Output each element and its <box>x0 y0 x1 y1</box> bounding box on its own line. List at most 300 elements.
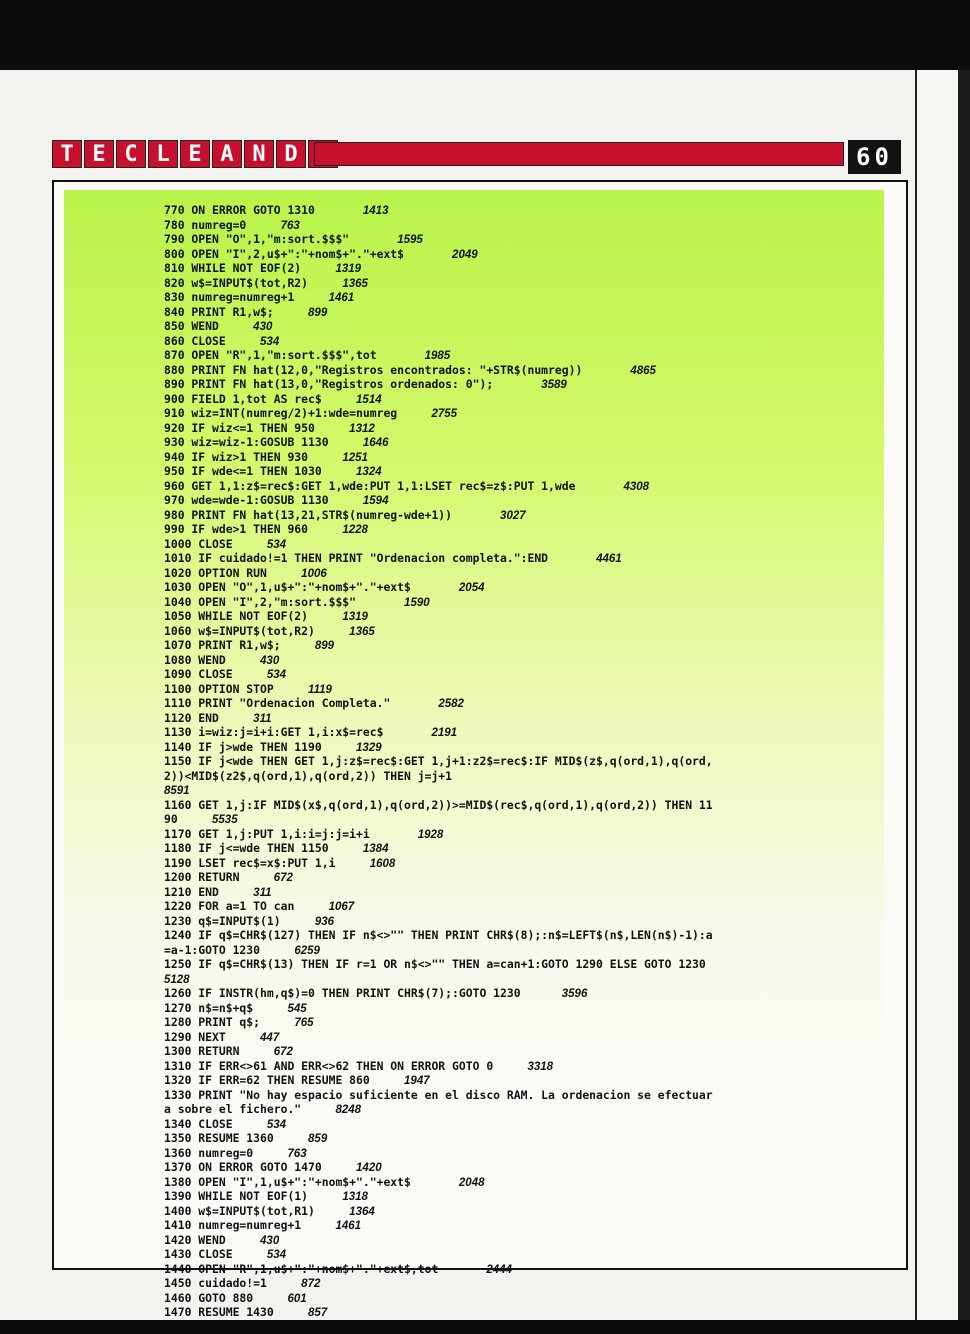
listing-line <box>164 1002 864 1017</box>
listing-line <box>164 857 864 872</box>
checksum: 311 <box>253 886 272 899</box>
checksum: 1329 <box>356 741 382 754</box>
checksum: 672 <box>273 1046 293 1058</box>
adjacent-page-edge <box>915 70 960 1320</box>
code-text: 820 w$=INPUT$(tot,R2) <box>164 275 309 290</box>
code-spacing <box>226 653 260 667</box>
checksum: 1413 <box>362 205 389 217</box>
section-letter: N <box>244 140 274 168</box>
code-text: 1430 CLOSE <box>164 1247 233 1261</box>
code-text: 1380 OPEN "I",1,u$+":"+nom$+"."+ext$ <box>164 1174 411 1189</box>
listing-line <box>164 1089 864 1104</box>
checksum: 1251 <box>342 451 368 464</box>
code-text: 800 OPEN "I",2,u$+":"+nom$+"."+ext$ <box>164 246 405 261</box>
checksum: 765 <box>294 1017 314 1029</box>
code-text: 950 IF wde<=1 THEN 1030 <box>164 464 322 478</box>
code-text: 1210 END <box>164 884 219 899</box>
code-spacing <box>493 377 541 391</box>
code-text: 1360 numreg=0 <box>164 1145 254 1160</box>
code-spacing <box>315 203 363 217</box>
checksum: 936 <box>314 915 335 928</box>
code-text: 940 IF wiz>1 THEN 930 <box>164 449 309 464</box>
checksum: 763 <box>287 1147 307 1160</box>
listing-line <box>164 697 864 712</box>
listing-line <box>164 770 864 785</box>
listing-line <box>164 480 864 495</box>
code-spacing <box>370 1073 404 1087</box>
code-spacing <box>274 1131 308 1145</box>
code-spacing <box>308 276 342 290</box>
listing-line <box>164 291 864 306</box>
checksum: 1228 <box>342 524 368 536</box>
code-spacing <box>274 682 308 696</box>
code-text: 1390 WHILE NOT EOF(1) <box>164 1189 309 1203</box>
listing-line <box>164 639 864 654</box>
checksum: 1947 <box>404 1075 430 1087</box>
section-title <box>52 140 338 170</box>
section-letter: L <box>148 140 178 168</box>
checksum: 859 <box>308 1133 328 1145</box>
code-spacing <box>582 363 630 377</box>
code-spacing <box>322 392 356 406</box>
code-spacing <box>308 1189 342 1203</box>
code-spacing <box>383 725 431 739</box>
checksum: 5128 <box>164 973 190 986</box>
listing-line <box>164 1190 864 1205</box>
listing-line <box>164 987 864 1002</box>
code-spacing <box>226 1233 260 1247</box>
checksum: 763 <box>280 219 300 232</box>
checksum: 899 <box>314 640 335 652</box>
code-text: 1020 OPTION RUN <box>164 565 267 580</box>
code-text: 1460 GOTO 880 <box>164 1290 254 1305</box>
code-text: 810 WHILE NOT EOF(2) <box>164 261 302 275</box>
code-text: 1260 IF INSTR(hm,q$)=0 THEN PRINT CHR$(7);:GOTO 1230 <box>164 986 521 1000</box>
checksum: 1365 <box>342 277 368 290</box>
code-spacing <box>219 711 253 725</box>
code-spacing <box>335 856 369 870</box>
code-text: 1100 OPTION STOP <box>164 681 274 696</box>
code-spacing <box>322 740 356 754</box>
code-text: 1290 NEXT <box>164 1029 226 1044</box>
checksum: 8248 <box>335 1104 362 1116</box>
code-spacing <box>438 1262 486 1276</box>
listing-line <box>164 306 864 321</box>
listing-line <box>164 799 864 814</box>
checksum: 1595 <box>397 234 423 246</box>
checksum: 1006 <box>301 567 327 580</box>
code-text: 2))<MID$(z2$,q(ord,1),q(ord,2)) THEN j=j+1 <box>164 768 453 783</box>
checksum: 6259 <box>294 944 320 957</box>
code-text: 860 CLOSE <box>164 333 226 348</box>
listing-line <box>164 451 864 466</box>
code-spacing <box>253 1291 287 1305</box>
checksum: 4461 <box>596 553 622 565</box>
code-spacing <box>260 943 294 957</box>
code-text: 1190 LSET rec$=x$:PUT 1,i <box>164 855 336 870</box>
code-text: 1110 PRINT "Ordenacion Completa." <box>164 696 391 710</box>
checksum: 1514 <box>356 393 382 406</box>
checksum: 430 <box>260 654 280 667</box>
code-spacing <box>294 290 328 304</box>
listing-line <box>164 726 864 741</box>
listing-line <box>164 683 864 698</box>
listing-line <box>164 1060 864 1075</box>
code-text: 1310 IF ERR<>61 AND ERR<>62 THEN ON ERROR GOTO 0 <box>164 1058 494 1073</box>
checksum: 534 <box>260 335 280 348</box>
code-spacing <box>281 914 315 928</box>
code-spacing <box>267 1276 301 1290</box>
listing-line <box>164 886 864 901</box>
listing-line <box>164 219 864 234</box>
checksum: 2048 <box>458 1176 485 1189</box>
section-letter: A <box>212 140 242 168</box>
code-text: 1410 numreg=numreg+1 <box>164 1218 302 1232</box>
section-header <box>52 140 908 170</box>
code-text: 90 <box>164 812 178 826</box>
code-spacing <box>411 1175 459 1189</box>
listing-line <box>164 915 864 930</box>
section-letter: C <box>116 140 146 168</box>
checksum: 1312 <box>349 422 375 435</box>
checksum: 2755 <box>431 408 458 420</box>
listing-line <box>164 436 864 451</box>
checksum: 2054 <box>458 582 485 594</box>
checksum: 4865 <box>630 364 656 377</box>
code-text: 1250 IF q$=CHR$(13) THEN IF r=1 OR n$<>"" THEN a=can+1:GOTO 1290 ELSE GOTO 1230 <box>164 957 706 971</box>
listing-line <box>164 1103 864 1118</box>
checksum: 430 <box>253 321 273 333</box>
code-text: 920 IF wiz<=1 THEN 950 <box>164 420 315 435</box>
listing-line <box>164 349 864 364</box>
code-text: 870 OPEN "R",1,"m:sort.$$$",tot <box>164 348 377 362</box>
code-spacing <box>246 218 280 232</box>
checksum: 1324 <box>356 466 382 478</box>
checksum: 1461 <box>328 292 355 304</box>
checksum: 2191 <box>431 727 458 739</box>
code-text: 790 OPEN "O",1,"m:sort.$$$" <box>164 232 350 246</box>
checksum: 534 <box>266 1249 287 1261</box>
listing-line <box>164 1277 864 1292</box>
listing-line <box>164 784 864 799</box>
listing-line <box>164 1031 864 1046</box>
checksum: 872 <box>301 1278 321 1290</box>
code-spacing <box>226 1030 260 1044</box>
code-text: 1350 RESUME 1360 <box>164 1131 274 1145</box>
listing-line <box>164 668 864 683</box>
code-text: 1280 PRINT q$; <box>164 1015 261 1029</box>
listing-line <box>164 465 864 480</box>
listing-line <box>164 654 864 669</box>
listing-line <box>164 871 864 886</box>
listing-line <box>164 929 864 944</box>
checksum: 534 <box>266 1118 287 1131</box>
section-letter: T <box>52 140 82 168</box>
checksum: 8591 <box>164 785 190 797</box>
listing-line <box>164 320 864 335</box>
checksum: 311 <box>253 712 272 725</box>
code-text: 990 IF wde>1 THEN 960 <box>164 522 309 536</box>
listing-line <box>164 1045 864 1060</box>
code-spacing <box>253 1001 287 1015</box>
listing-line <box>164 1176 864 1191</box>
code-text: 1370 ON ERROR GOTO 1470 <box>164 1160 322 1174</box>
code-text: 1150 IF j<wde THEN GET 1,j:z$=rec$:GET 1,j+1:z2$=rec$:IF MID$(z$,q(ord,1),q(ord, <box>164 754 713 768</box>
code-spacing <box>370 827 418 841</box>
section-letter: E <box>84 140 114 168</box>
code-text: 970 wde=wde-1:GOSUB 1130 <box>164 493 329 507</box>
listing-line <box>164 581 864 596</box>
code-text: 1060 w$=INPUT$(tot,R2) <box>164 623 315 638</box>
checksum: 899 <box>308 306 328 319</box>
code-text: 1160 GET 1,j:IF MID$(x$,q(ord,1),q(ord,2))>=MID$(rec$,q(ord,1),q(ord,2)) THEN 11 <box>164 797 713 812</box>
code-spacing <box>411 580 459 594</box>
code-text: 930 wiz=wiz-1:GOSUB 1130 <box>164 435 329 449</box>
code-text: 1320 IF ERR=62 THEN RESUME 860 <box>164 1073 370 1087</box>
code-text: 1180 IF j<=wde THEN 1150 <box>164 841 329 855</box>
checksum: 1384 <box>362 843 389 855</box>
listing-line <box>164 842 864 857</box>
checksum: 545 <box>287 1002 307 1015</box>
code-text: 1070 PRINT R1,w$; <box>164 638 281 652</box>
code-spacing <box>575 479 623 493</box>
code-text: 1440 OPEN "R",1,u$+":"+nom$+"."+ext$,tot <box>164 1261 439 1276</box>
code-text: 850 WEND <box>164 319 219 333</box>
code-spacing <box>233 667 267 681</box>
listing-line <box>164 248 864 263</box>
listing-line <box>164 378 864 393</box>
code-spacing <box>315 624 349 638</box>
checksum: 3596 <box>561 988 588 1000</box>
checksum: 1319 <box>342 611 368 623</box>
code-spacing <box>452 508 500 522</box>
listing-line <box>164 813 864 828</box>
checksum: 1928 <box>417 828 444 841</box>
listing-line <box>164 552 864 567</box>
code-text: 1010 IF cuidado!=1 THEN PRINT "Ordenacion completa.":END <box>164 551 549 565</box>
listing-line <box>164 1118 864 1133</box>
code-spacing <box>308 609 342 623</box>
code-spacing <box>329 435 363 449</box>
listing-line <box>164 1306 864 1321</box>
listing-line <box>164 1016 864 1031</box>
code-text: =a-1:GOTO 1230 <box>164 942 261 957</box>
code-spacing <box>226 334 260 348</box>
listing-line <box>164 610 864 625</box>
listing-line <box>164 494 864 509</box>
code-text: 770 ON ERROR GOTO 1310 <box>164 203 315 217</box>
listing-line <box>164 538 864 553</box>
listing-line <box>164 364 864 379</box>
listing-line <box>164 1248 864 1263</box>
page-number: 60 <box>848 140 901 174</box>
listing-line <box>164 1263 864 1278</box>
code-text: 880 PRINT FN hat(12,0,"Registros encontrados: "+STR$(numreg)) <box>164 362 583 377</box>
listing-line <box>164 973 864 988</box>
listing-line <box>164 741 864 756</box>
code-spacing <box>233 537 267 551</box>
listing-line <box>164 755 864 770</box>
code-spacing <box>329 841 363 855</box>
code-text: 1340 CLOSE <box>164 1116 233 1131</box>
code-text: 1030 OPEN "O",1,u$+":"+nom$+"."+ext$ <box>164 580 411 594</box>
code-spacing <box>294 899 328 913</box>
code-spacing <box>349 232 397 246</box>
checksum: 601 <box>287 1292 307 1305</box>
listing-line <box>164 1147 864 1162</box>
checksum: 447 <box>260 1031 280 1044</box>
checksum: 1608 <box>369 857 396 870</box>
code-text: 1000 CLOSE <box>164 536 233 551</box>
listing-line <box>164 523 864 538</box>
code-spacing <box>301 261 335 275</box>
code-spacing <box>178 812 212 826</box>
code-text: 1470 RESUME 1430 <box>164 1305 274 1319</box>
listing-line <box>164 712 864 727</box>
checksum: 1067 <box>328 901 355 913</box>
listing-line <box>164 828 864 843</box>
listing-line <box>164 1292 864 1307</box>
section-letter: E <box>180 140 210 168</box>
code-spacing <box>219 885 253 899</box>
checksum: 1364 <box>349 1205 375 1218</box>
code-text: 890 PRINT FN hat(13,0,"Registros ordenados: 0"); <box>164 377 494 391</box>
code-spacing <box>548 551 596 565</box>
code-spacing <box>239 870 273 884</box>
code-text: 780 numreg=0 <box>164 217 247 232</box>
checksum: 534 <box>266 669 287 681</box>
checksum: 1365 <box>349 625 375 638</box>
code-spacing <box>390 696 438 710</box>
code-text: 1140 IF j>wde THEN 1190 <box>164 739 322 754</box>
listing-line <box>164 567 864 582</box>
code-text: 1230 q$=INPUT$(1) <box>164 913 281 928</box>
code-text: 1040 OPEN "I",2,"m:sort.$$$" <box>164 594 357 609</box>
listing-line <box>164 625 864 640</box>
code-text: 1120 END <box>164 710 219 725</box>
code-text: 1170 GET 1,j:PUT 1,i:i=j:j=i+i <box>164 826 370 841</box>
code-text: 1330 PRINT "No hay espacio suficiente en el disco RAM. La ordenacion se efectuar <box>164 1087 713 1102</box>
code-text: 1050 WHILE NOT EOF(2) <box>164 609 309 623</box>
code-text: 960 GET 1,1:z$=rec$:GET 1,wde:PUT 1,1:LSET rec$=z$:PUT 1,wde <box>164 478 576 493</box>
checksum: 1590 <box>404 596 430 609</box>
code-spacing <box>322 464 356 478</box>
code-spacing <box>281 638 315 652</box>
code-spacing <box>233 1247 267 1261</box>
listing-line <box>164 277 864 292</box>
code-spacing <box>356 595 404 609</box>
checksum: 1318 <box>342 1191 368 1203</box>
checksum: 2049 <box>452 248 478 261</box>
checksum: 1319 <box>335 263 362 275</box>
checksum: 3318 <box>527 1060 554 1073</box>
code-text: 1300 RETURN <box>164 1044 240 1058</box>
checksum: 1461 <box>335 1220 362 1232</box>
code-text: 1240 IF q$=CHR$(127) THEN IF n$<>"" THEN PRINT CHR$(8);:n$=LEFT$(n$,LEN(n$)-1):a <box>164 928 713 942</box>
listing-line <box>164 900 864 915</box>
listing-line <box>164 596 864 611</box>
code-text: a sobre el fichero." <box>164 1102 302 1116</box>
checksum: 2444 <box>486 1263 512 1276</box>
checksum: 1594 <box>362 495 389 507</box>
code-text: 910 wiz=INT(numreg/2)+1:wde=numreg <box>164 406 398 420</box>
checksum: 2582 <box>438 698 464 710</box>
code-text: 980 PRINT FN hat(13,21,STR$(numreg-wde+1)) <box>164 507 453 522</box>
checksum: 534 <box>266 538 287 551</box>
code-text: 1090 CLOSE <box>164 667 233 681</box>
code-spacing <box>308 450 342 464</box>
code-spacing <box>493 1059 527 1073</box>
listing-line <box>164 958 864 973</box>
listing-line <box>164 1219 864 1234</box>
listing-line <box>164 262 864 277</box>
code-spacing <box>322 1160 356 1174</box>
listing-line <box>164 233 864 248</box>
listing-line <box>164 1161 864 1176</box>
checksum: 857 <box>308 1307 328 1319</box>
code-spacing <box>308 522 342 536</box>
listing-line <box>164 1132 864 1147</box>
code-spacing <box>233 1117 267 1131</box>
listing-line <box>164 1234 864 1249</box>
listing-line <box>164 335 864 350</box>
listing-line <box>164 393 864 408</box>
listing-line <box>164 509 864 524</box>
checksum: 1646 <box>362 437 389 449</box>
checksum: 1985 <box>424 350 451 362</box>
listing-line <box>164 1074 864 1089</box>
section-letter: D <box>276 140 306 168</box>
code-spacing <box>404 247 452 261</box>
code-spacing <box>253 1146 287 1160</box>
listing-line <box>164 1205 864 1220</box>
checksum: 1119 <box>308 683 332 696</box>
code-text: 840 PRINT R1,w$; <box>164 304 274 319</box>
code-text: 830 numreg=numreg+1 <box>164 290 295 304</box>
program-listing <box>164 204 864 1321</box>
code-spacing <box>329 493 363 507</box>
code-spacing <box>315 421 349 435</box>
code-spacing <box>301 1218 335 1232</box>
listing-line <box>164 204 864 219</box>
code-text: 1450 cuidado!=1 <box>164 1276 267 1290</box>
code-spacing <box>267 566 301 580</box>
checksum: 430 <box>260 1234 280 1247</box>
code-spacing <box>315 1204 349 1218</box>
code-text: 1420 WEND <box>164 1232 226 1247</box>
code-spacing <box>397 406 431 420</box>
code-spacing <box>219 319 253 333</box>
listing-line <box>164 407 864 422</box>
code-spacing <box>377 348 425 362</box>
checksum: 3027 <box>500 509 526 522</box>
code-text: 1200 RETURN <box>164 870 240 884</box>
listing-line <box>164 944 864 959</box>
header-red-bar <box>314 142 844 166</box>
code-spacing <box>521 986 562 1000</box>
code-spacing <box>301 1102 335 1116</box>
code-spacing <box>274 1305 308 1319</box>
code-text: 1270 n$=n$+q$ <box>164 1000 254 1015</box>
code-text: 900 FIELD 1,tot AS rec$ <box>164 391 322 406</box>
checksum: 4308 <box>623 480 650 493</box>
code-spacing <box>260 1015 294 1029</box>
code-text: 1220 FOR a=1 TO can <box>164 899 295 913</box>
code-text: 1130 i=wiz:j=i+i:GET 1,i:x$=rec$ <box>164 725 384 739</box>
checksum: 672 <box>273 872 293 884</box>
listing-line <box>164 422 864 437</box>
page-edge-shadow <box>958 70 970 1320</box>
